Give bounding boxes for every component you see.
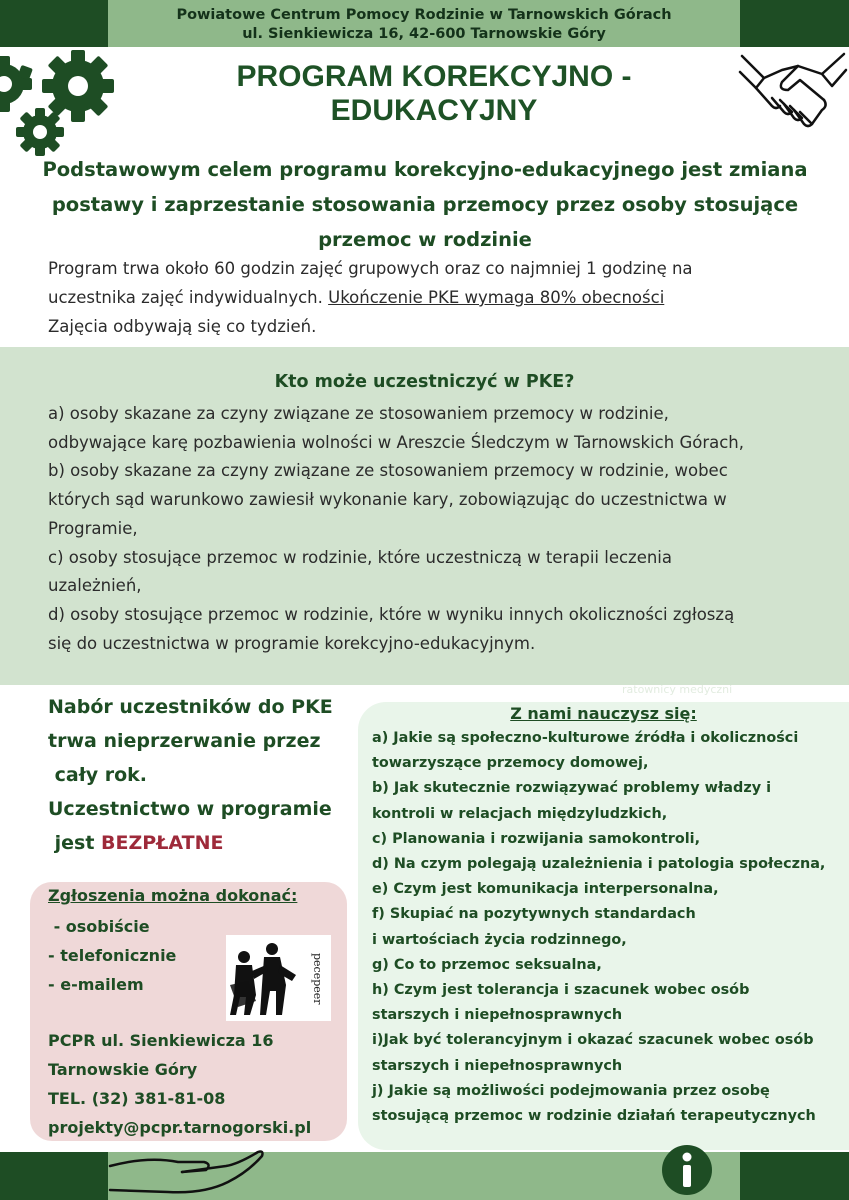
header-right-block <box>740 0 849 47</box>
eligibility-list <box>48 400 838 658</box>
contact-address2: Tarnowskie Góry <box>48 1060 198 1079</box>
learn-line: towarzyszące przemocy domowej, <box>372 755 649 772</box>
application-method: - telefonicznie <box>48 946 177 965</box>
header-left-block <box>0 0 108 47</box>
recruitment-line: Uczestnictwo w programie <box>48 798 332 820</box>
learn-line: i wartościach życia rodzinnego, <box>372 931 627 948</box>
gears-icon <box>0 44 120 164</box>
recruitment-info <box>48 690 358 860</box>
pecepeer-logo-text: pecepeer <box>311 953 324 1005</box>
eligibility-title: Kto może uczestniczyć w PKE? <box>274 372 575 392</box>
contact-info <box>48 1026 311 1142</box>
program-goal-line3: przemoc w rodzinie <box>318 228 532 251</box>
eligibility-line: d) osoby stosujące przemoc w rodzinie, które w wyniku innych okoliczności zgłoszą <box>48 604 735 624</box>
intro-line1: Program trwa około 60 godzin zajęć grupowych oraz co najmniej 1 godzinę na <box>48 259 693 278</box>
learn-line: c) Planowania i rozwijania samokontroli, <box>372 830 701 847</box>
learn-line: a) Jakie są społeczno-kulturowe źródła i okoliczności <box>372 730 799 746</box>
recruitment-line: Nabór uczestników do PKE <box>48 696 333 718</box>
recruitment-line-text: jest <box>48 832 102 854</box>
intro-line2-text: uczestnika zajęć indywidualnych. <box>48 288 329 307</box>
program-goal <box>40 152 810 257</box>
intro-line2 <box>48 283 828 312</box>
footer-right-block <box>740 1152 849 1200</box>
program-title-line2: EDUKACYJNY <box>330 94 538 127</box>
footer-left-block <box>0 1152 108 1200</box>
recruitment-line: trwa nieprzerwanie przez <box>48 730 321 752</box>
learn-line: e) Czym jest komunikacja interpersonalna, <box>372 881 719 898</box>
learn-title: Z nami nauczysz się: <box>510 704 697 723</box>
contact-email: projekty@pcpr.tarnogorski.pl <box>48 1118 312 1137</box>
program-intro <box>48 254 828 341</box>
eligibility-line: odbywające karę pozbawienia wolności w Areszcie Śledczym w Tarnowskich Górach, <box>48 432 745 452</box>
attendance-requirement: Ukończenie PKE wymaga 80% obecności <box>328 288 665 307</box>
application-method: - e-mailem <box>48 975 144 994</box>
free-badge: BEZPŁATNE <box>101 832 224 854</box>
eligibility-line: Programie, <box>48 518 138 538</box>
application-methods <box>48 912 176 999</box>
learn-line: j) Jakie są możliwości podejmowania przez osobę <box>372 1082 770 1099</box>
program-title-line1: PROGRAM KOREKCYJNO - <box>236 60 632 93</box>
contact-address1: PCPR ul. Sienkiewicza 16 <box>48 1031 274 1050</box>
info-icon <box>661 1144 713 1196</box>
eligibility-line: się do uczestnictwa w programie korekcyjno-edukacyjnym. <box>48 633 536 653</box>
intro-line3: Zajęcia odbywają się co tydzień. <box>48 317 317 336</box>
learn-line: h) Czym jest tolerancja i szacunek wobec osób <box>372 982 750 999</box>
eligibility-line: c) osoby stosujące przemoc w rodzinie, które uczestniczą w terapii leczenia <box>48 547 673 567</box>
program-goal-line1: Podstawowym celem programu korekcyjno-edukacyjnego jest zmiana <box>42 158 808 181</box>
learn-line: i)Jak być tolerancyjnym i okazać szacunek wobec osób <box>372 1032 814 1049</box>
eligibility-line: a) osoby skazane za czyny związane ze stosowaniem przemocy w rodzinie, <box>48 404 669 423</box>
pecepeer-logo-figures <box>226 935 306 1021</box>
handshake-icon <box>738 48 848 148</box>
learn-line: starszych i niepełnosprawnych <box>372 1007 623 1024</box>
eligibility-line: których sąd warunkowo zawiesił wykonanie kary, zobowiązując do uczestnictwa w <box>48 490 727 510</box>
learn-list <box>372 726 842 1129</box>
recruitment-line <box>48 826 358 860</box>
recruitment-line: cały rok. <box>48 764 148 786</box>
org-name: Powiatowe Centrum Pomocy Rodzinie w Tarnowskich Górach <box>176 7 672 23</box>
watermark: ratownicy medyczni <box>622 683 733 696</box>
org-address: ul. Sienkiewicza 16, 42-600 Tarnowskie Góry <box>242 26 606 42</box>
learn-line: starszych i niepełnosprawnych <box>372 1057 623 1074</box>
hand-icon <box>108 1146 268 1200</box>
contact-phone: TEL. (32) 381-81-08 <box>48 1089 226 1108</box>
learn-line: stosującą przemoc w rodzinie działań terapeutycznych <box>372 1108 816 1125</box>
application-method: - osobiście <box>48 917 150 936</box>
program-goal-line2: postawy i zaprzestanie stosowania przemocy przez osoby stosujące <box>51 193 799 216</box>
learn-line: d) Na czym polegają uzależnienia i patologia społeczna, <box>372 856 826 873</box>
eligibility-line: b) osoby skazane za czyny związane ze stosowaniem przemocy w rodzinie, wobec <box>48 461 728 481</box>
learn-line: b) Jak skutecznie rozwiązywać problemy władzy i <box>372 780 772 797</box>
eligibility-line: uzależnień, <box>48 576 142 596</box>
learn-line: f) Skupiać na pozytywnych standardach <box>372 906 696 923</box>
learn-line: kontroli w relacjach międzyludzkich, <box>372 805 668 822</box>
learn-line: g) Co to przemoc seksualna, <box>372 956 602 973</box>
application-title: Zgłoszenia można dokonać: <box>48 886 298 905</box>
program-title <box>150 60 718 128</box>
